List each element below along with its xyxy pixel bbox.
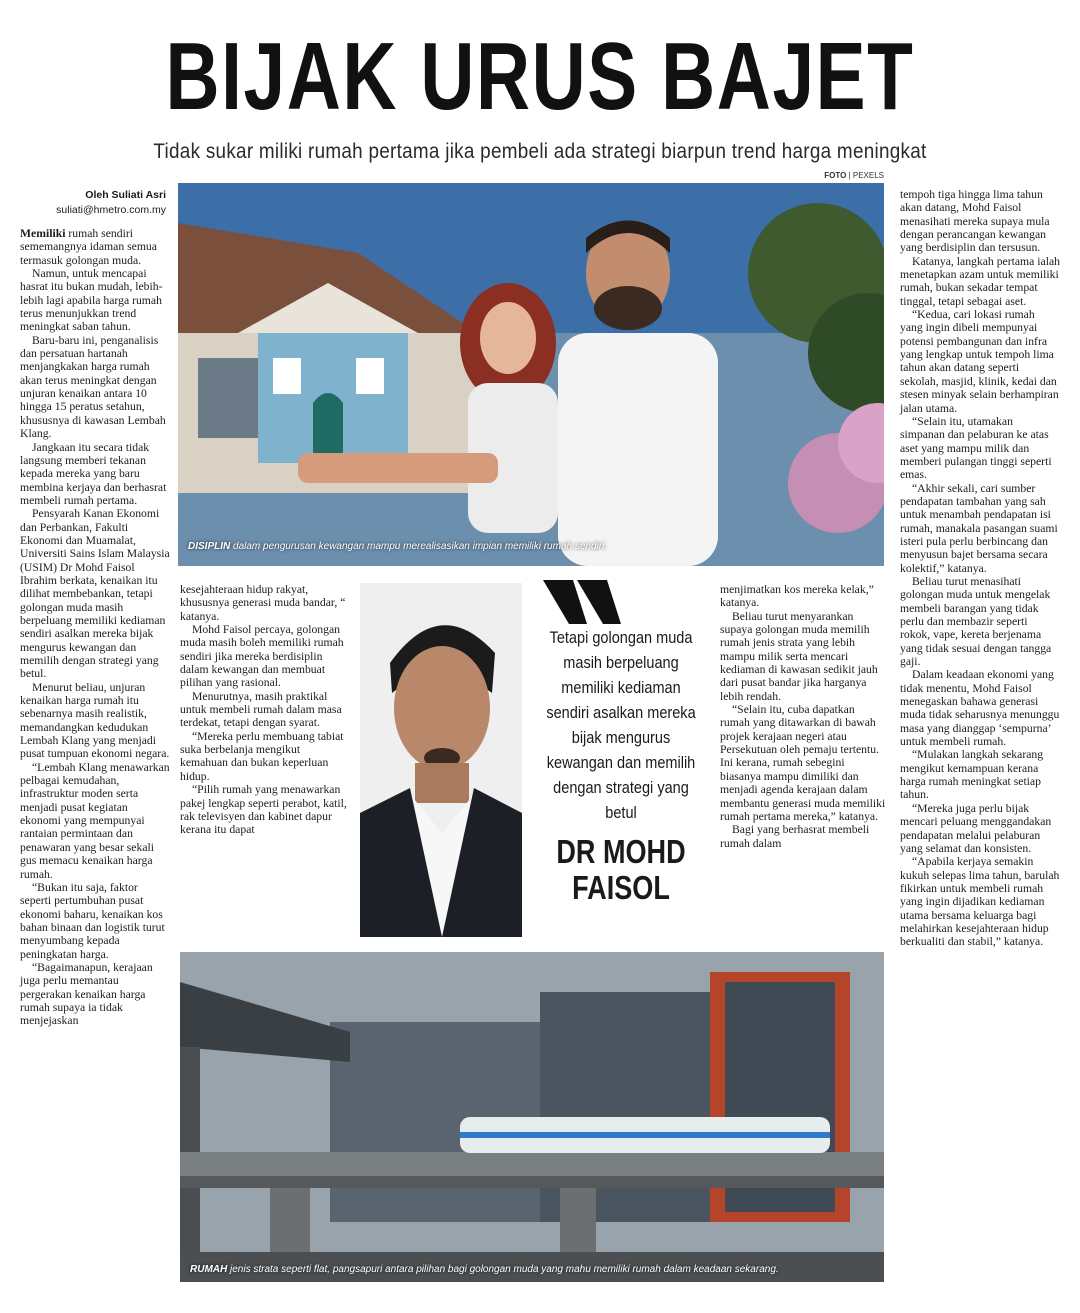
article-paragraph: “Selain itu, cuba dapatkan rumah yang ditawarkan di bawah projek kerajaan negeri atau Persekutuan oleh pemaju tertentu. Ini kerana, rumah sebegini biasanya mampu dimiliki dan menjadi agenda kerajaan dalam membantu generasi muda memiliki rumah pertama mereka,” katanya. [720,703,886,823]
article-paragraph: kesejahteraan hidup rakyat, khususnya generasi muda bandar, “ katanya. [180,583,346,623]
portrait-photo [360,583,522,937]
bottom-caption-text: jenis strata seperti flat, pangsapuri antara pilihan bagi golongan muda yang mahu memiliki rumah dalam keadaan sekarang. [227,1264,779,1275]
article-paragraph: “Mereka juga perlu bijak mencari peluang menggandakan pendapatan melalui pelaburan yang selamat dan konsisten. [900,801,1052,855]
photo-credit-source: PEXELS [852,171,884,180]
article-paragraph: menjimatkan kos mereka kelak,” katanya. [720,583,874,610]
article-column-2 [180,583,348,837]
byline-author: Oleh Suliati Asri [85,189,166,201]
article-paragraph: “Mulakan langkah sekarang mengikut kemampuan kerana harga rumah meningkat setiap tahun. [900,748,1044,802]
article-paragraph: Mohd Faisol percaya, golongan muda masih boleh memiliki rumah sendiri jika mereka berdisiplin dalam kewangan dan membuat pilihan yang rasional. [180,623,344,690]
article-paragraph: Beliau turut menyarankan supaya golongan muda memilih rumah jenis strata yang lebih mampu milik serta mencari kediaman di kawasan sedikit jauh dari pusat bandar jika harganya lebih rendah. [720,609,878,703]
photo-credit-label: FOTO [824,171,847,180]
article-paragraph: “Bagaimanapun, kerajaan juga perlu memantau pergerakan kenaikan harga rumah supaya ia tidak menjejaskan [20,960,153,1028]
bottom-caption-bold: RUMAH [190,1264,228,1275]
pull-quote-name: DR MOHD FAISOL [556,833,686,906]
article-paragraph: tempoh tiga hingga lima tahun akan datang, Mohd Faisol menasihati mereka supaya mula dengan perancangan kewangan yang berdisiplin dan tersusun. [900,188,1050,255]
article-paragraph: Katanya, langkah pertama ialah menetapkan azam untuk memiliki rumah, bukan sekadar tempat tinggal, tetapi sebagai aset. [900,254,1060,308]
byline [20,188,166,218]
main-caption-bold: DISIPLIN [188,541,231,552]
bottom-photo-caption [190,1264,874,1275]
article-paragraph: “Mereka perlu membuang tabiat suka berbelanja mengikut kemahuan dan bukan keperluan hidup. [180,729,344,783]
article-column-3 [720,583,886,850]
article-paragraph [20,227,170,267]
portrait-illustration [360,583,522,937]
article-paragraph: Baru-baru ini, penganalisis dan persatuan hartanah menjangkakan harga rumah akan terus meningkat dengan unjuran kenaikan antara 10 hingga 15 peratus setahun, khususnya di kawasan Lembah Klang. [20,333,166,441]
article-paragraph: Pensyarah Kanan Ekonomi dan Perbankan, Fakulti Ekonomi dan Muamalat, Universiti Sains Islam Malaysia (USIM) Dr Mohd Faisol Ibrahim berkata, kenaikan itu dilihat membebankan, tetapi golongan muda masih berpeluang memiliki kediaman sendiri asalkan mereka bijak mengurus kewangan dan memilih dengan strategi yang betul. [20,507,170,681]
article-column-1 [20,227,170,1028]
article-column-4 [900,188,1060,949]
main-photo-illustration [178,183,884,566]
article-paragraph: Menurutnya, masih praktikal untuk membeli rumah dalam masa terdekat, tetapi dengan syarat. [180,689,342,730]
article-paragraph: “Apabila kerjaya semakin kukuh selepas lima tahun, barulah fikirkan untuk membeli rumah yang ingin dijadikan kediaman utama bersama keluarga bagi melahirkan kesejahteraan hidup berkualiti dan stabil,” katanya. [900,855,1060,949]
article-paragraph: “Kedua, cari lokasi rumah yang ingin dibeli mempunyai potensi pembangunan dan infra yang lengkap untuk tempoh lima tahun akan datang seperti sekolah, masjid, klinik, kedai dan stesen minyak selain berhampiran jalan utama. [900,308,1059,415]
quote-mark-icon [543,580,623,624]
pull-quote [535,580,707,906]
byline-email[interactable]: suliati@hmetro.com.my [56,204,166,216]
main-caption-text: dalam pengurusan kewangan mampu merealisasikan impian memiliki rumah sendiri. [230,541,608,552]
pull-quote-text: Tetapi golongan muda masih berpeluang memiliki kediaman sendiri asalkan mereka bijak mengurus kewangan dan memilih dengan strategi yang betul [546,629,696,822]
bottom-photo [180,952,884,1282]
article-paragraph: Beliau turut menasihati golongan muda untuk mengelak membeli barangan yang tidak perlu dan membazir seperti rokok, vape, kereta berjenama yang tidak sesuai dengan tangga gaji. [900,574,1052,669]
headline: BIJAK URUS BAJET [165,23,915,130]
deck-subtitle: Tidak sukar miliki rumah pertama jika pembeli ada strategi biarpun trend harga meningkat [153,140,927,163]
main-photo [178,183,884,566]
article-paragraph: Jangkaan itu secara tidak langsung memberi tekanan kepada mereka yang baru membina kerjaya dan berhasrat membeli rumah pertama. [20,440,167,507]
bottom-photo-illustration [180,952,884,1282]
article-paragraph: Bagi yang berhasrat membeli rumah dalam [720,823,870,850]
article-paragraph: Namun, untuk mencapai hasrat itu bukan mudah, lebih-lebih lagi apabila harga rumah terus menunjukkan trend meningkat saban tahun. [20,267,163,334]
article-paragraph: “Akhir sekali, cari sumber pendapatan tambahan yang sah untuk menambah pendapatan isi rumah, manakala pasangan suami isteri pula perlu berbincang dan menyusun bajet bersama secara kolektif,” katanya. [900,481,1058,575]
photo-credit: FOTO | PEXELS [824,171,884,180]
article-paragraph: “Pilih rumah yang menawarkan pakej lengkap seperti perabot, katil, rak televisyen dan kabinet dapur kerana itu dapat [180,783,347,837]
article-paragraph: “Selain itu, utamakan simpanan dan pelaburan ke atas aset yang mampu milik dan memberi pulangan tinggi seperti emas. [900,414,1052,482]
lead-word: Memiliki [20,227,66,240]
article-paragraph: “Bukan itu saja, faktor seperti pertumbuhan pusat ekonomi baharu, kenaikan kos bahan binaan dan logistik turut menyumbang kepada peningkatan harga. [20,880,165,961]
article-paragraph: Dalam keadaan ekonomi yang tidak menentu, Mohd Faisol menegaskan bahawa generasi muda tidak seharusnya menunggu masa yang dianggap ‘sempurna’ untuk membeli rumah. [900,668,1060,749]
article-paragraph: “Lembah Klang menawarkan pelbagai kemudahan, infrastruktur moden serta menjadi pusat kegiatan ekonomi yang mempunyai rantaian permintaan dan penawaran yang besar sekali gus memacu kenaikan harga rumah. [20,760,170,881]
lead-text: rumah sendiri sememangnya idaman semua termasuk golongan muda. [20,227,157,267]
article-paragraph: Menurut beliau, unjuran kenaikan harga rumah itu sebenarnya masih realistik, memandangkan kedudukan Lembah Klang yang menjadi pusat tumpuan ekonomi negara. [20,680,170,761]
main-photo-caption [188,541,874,552]
